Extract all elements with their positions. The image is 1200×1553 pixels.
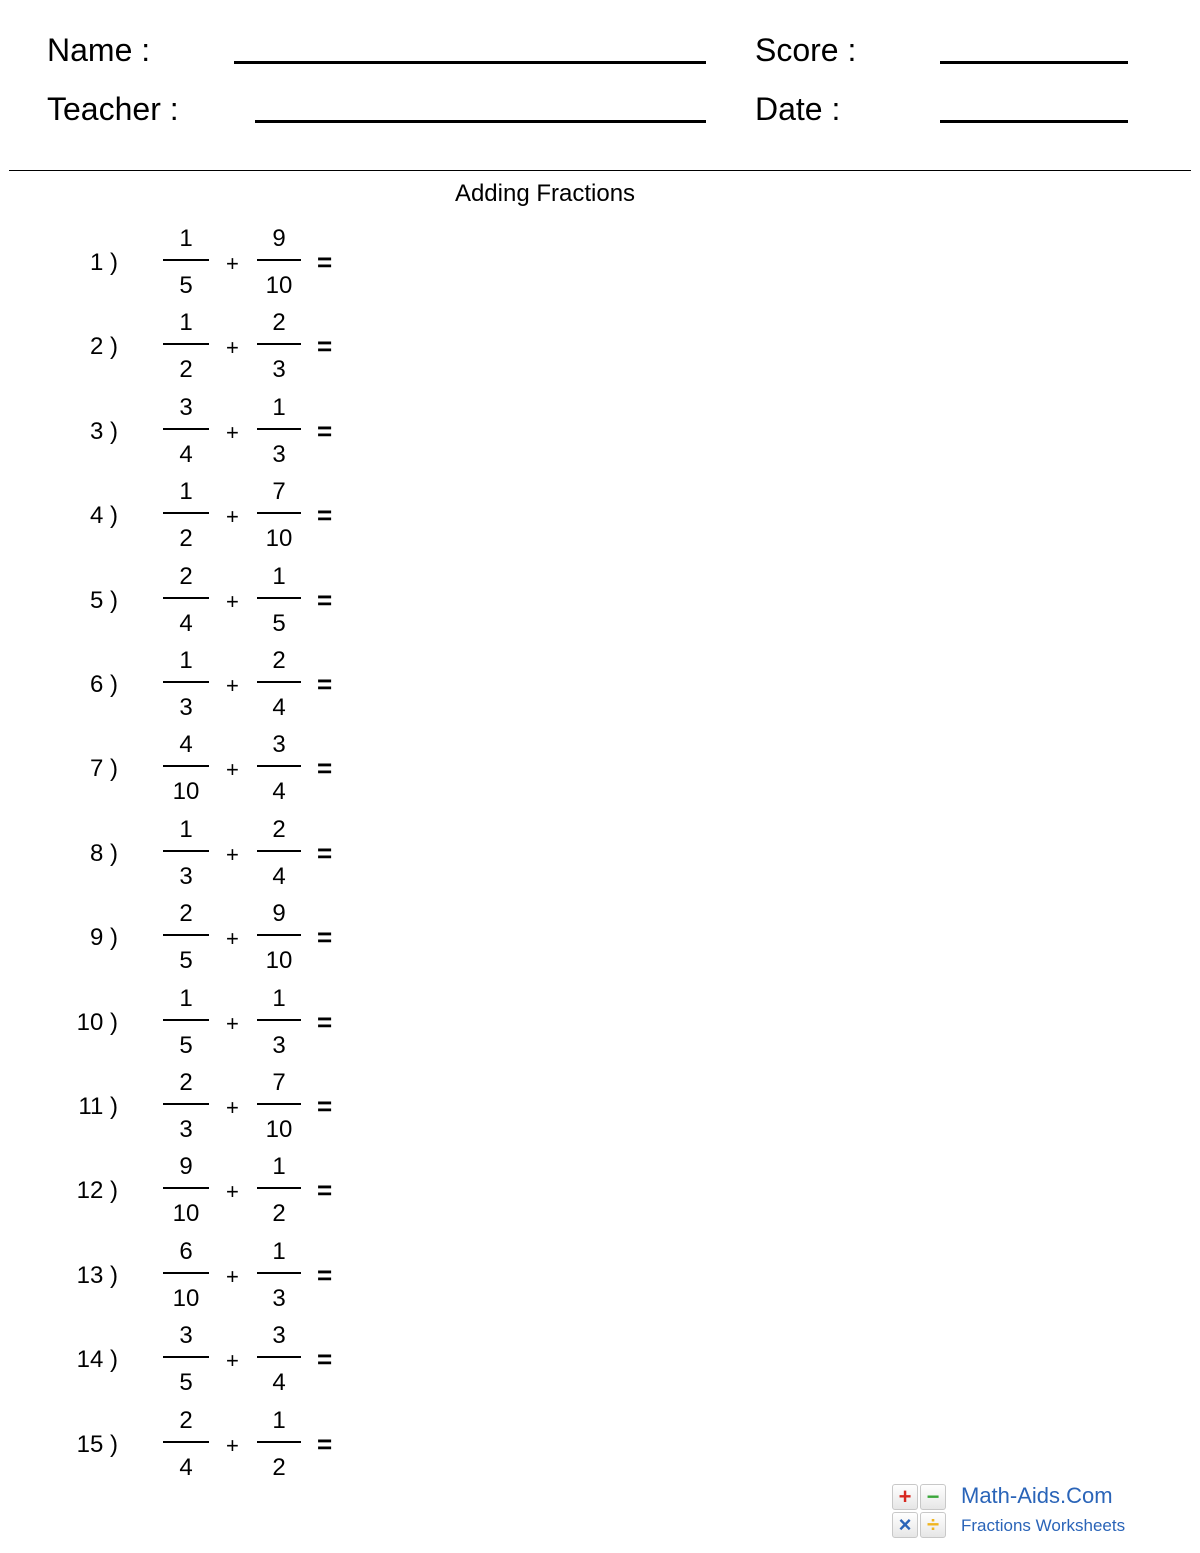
numerator: 2 [272,815,286,843]
equals-sign: = [317,1344,333,1375]
problem-number: 13 ) [76,1261,118,1289]
problem-number: 3 ) [89,417,118,445]
numerator: 2 [179,900,193,928]
brand-subtitle: Fractions Worksheets [961,1516,1126,1535]
equals-sign: = [317,1175,333,1206]
problem-number: 5 ) [89,586,118,614]
answer-area[interactable] [345,1161,415,1225]
numerator: 1 [272,562,286,590]
fraction-bar [163,1187,209,1189]
problem-row [0,476,420,560]
denominator: 5 [179,272,193,299]
plus-sign: + [226,673,239,698]
numerator: 7 [272,1069,286,1096]
fraction-bar [163,1441,209,1443]
problem-row [0,307,420,391]
fraction-bar [257,343,301,345]
numerator: 3 [272,731,286,759]
date-blank[interactable] [940,120,1128,123]
denominator: 10 [265,272,293,299]
numerator: 9 [272,900,286,928]
answer-area[interactable] [345,571,415,635]
date-label: Date : [755,91,841,127]
answer-area[interactable] [345,1415,415,1479]
plus-sign: + [226,926,239,952]
fraction-bar [163,1103,209,1105]
equals-sign: = [317,837,333,868]
teacher-label: Teacher : [47,91,179,127]
fraction-bar [163,850,209,852]
problem-row [0,392,420,476]
problem-row [0,223,420,307]
fraction-bar [163,1356,209,1358]
problem-row [0,561,420,645]
denominator: 5 [179,1369,193,1397]
denominator: 5 [179,1031,193,1059]
denominator: 3 [272,1284,286,1312]
problem-row [0,1320,420,1404]
name-label: Name : [47,32,151,68]
header-divider [9,170,1191,171]
problem-number: 14 ) [76,1346,118,1374]
divide-icon: ÷ [920,1512,946,1538]
denominator: 2 [179,525,193,553]
numerator: 1 [272,1406,286,1434]
problem-row [0,729,420,813]
fraction-bar [163,1019,209,1021]
problem-number: 12 ) [76,1177,118,1205]
fraction-bar [257,1272,301,1274]
denominator: 3 [272,356,286,384]
answer-area[interactable] [345,317,415,381]
fraction-bar [163,934,209,936]
fraction-bar [257,1441,301,1443]
problem-row [0,1236,420,1320]
denominator: 10 [265,525,293,553]
plus-sign: + [226,588,239,614]
denominator: 3 [179,862,193,890]
fraction-bar [257,850,301,852]
problem-number: 1 ) [89,249,118,276]
fraction-bar [257,1103,301,1105]
denominator: 3 [179,694,193,721]
problem-number: 9 ) [89,924,118,952]
fraction-bar [257,1187,301,1189]
numerator: 1 [272,1153,286,1181]
denominator: 4 [272,778,286,806]
answer-area[interactable] [345,1330,415,1394]
equals-sign: = [317,500,333,531]
numerator: 1 [179,815,193,843]
fraction-bar [163,428,209,430]
problem-number: 6 ) [89,671,118,698]
equals-sign: = [317,753,333,784]
numerator: 1 [179,225,193,252]
problem-row [0,1067,420,1151]
plus-icon: + [892,1484,918,1510]
fraction-bar [163,681,209,683]
fraction-bar [163,1272,209,1274]
plus-sign: + [226,419,239,445]
numerator: 1 [179,478,193,506]
answer-area[interactable] [345,486,415,550]
numerator: 6 [179,1237,193,1265]
denominator: 4 [179,609,193,637]
plus-sign: + [226,1095,239,1120]
numerator: 2 [179,1406,193,1434]
equals-sign: = [317,247,333,277]
denominator: 4 [179,1453,193,1481]
fraction-bar [163,259,209,261]
plus-sign: + [226,1432,239,1458]
equals-sign: = [317,669,333,699]
numerator: 1 [179,984,193,1012]
denominator: 4 [272,862,286,890]
numerator: 3 [272,1322,286,1350]
problem-row [0,898,420,982]
denominator: 5 [179,947,193,975]
problem-row [0,1151,420,1235]
numerator: 1 [272,1237,286,1265]
minus-icon: − [920,1484,946,1510]
problem-number: 11 ) [78,1093,118,1120]
denominator: 10 [172,1284,200,1312]
fraction-bar [163,512,209,514]
numerator: 4 [179,731,193,759]
denominator: 4 [272,694,286,721]
plus-sign: + [226,1010,239,1036]
numerator: 2 [179,562,193,590]
problem-row [0,645,420,729]
problem-row [0,814,420,898]
math-aids-logo [891,1483,1191,1543]
plus-sign: + [226,251,239,276]
fraction-bar [257,512,301,514]
plus-sign: + [226,504,239,530]
numerator: 3 [179,393,193,421]
problem-number: 2 ) [89,333,118,361]
numerator: 2 [272,647,286,674]
fraction-bar [257,934,301,936]
score-label: Score : [755,32,857,68]
fraction-bar [163,343,209,345]
denominator: 4 [179,440,193,468]
plus-sign: + [226,757,239,783]
fraction-bar [163,597,209,599]
denominator: 3 [272,440,286,468]
problem-number: 8 ) [89,839,118,867]
times-icon: × [892,1512,918,1538]
fraction-bar [257,681,301,683]
numerator: 9 [272,225,286,252]
numerator: 7 [272,478,286,506]
fraction-bar [257,428,301,430]
equals-sign: = [317,331,333,362]
denominator: 10 [265,1116,293,1143]
denominator: 3 [272,1031,286,1059]
answer-area[interactable] [345,908,415,972]
fraction-bar [257,1019,301,1021]
denominator: 4 [272,1369,286,1397]
answer-area[interactable] [345,739,415,803]
numerator: 2 [272,309,286,337]
math-operations-icon [891,1483,947,1539]
answer-area[interactable] [345,233,415,297]
fraction-bar [257,765,301,767]
numerator: 1 [179,647,193,674]
equals-sign: = [317,1259,333,1290]
numerator: 3 [179,1322,193,1350]
name-blank[interactable] [234,61,706,64]
problem-number: 7 ) [89,755,118,783]
problem-number: 10 ) [76,1008,118,1036]
fraction-bar [257,259,301,261]
equals-sign: = [317,1428,333,1459]
plus-sign: + [226,841,239,867]
denominator: 2 [272,1453,286,1481]
numerator: 1 [179,309,193,337]
answer-area[interactable] [345,1077,415,1141]
fraction-bar [163,765,209,767]
equals-sign: = [317,1091,333,1121]
plus-sign: + [226,1263,239,1289]
worksheet-title: Adding Fractions [454,180,636,207]
answer-area[interactable] [345,402,415,466]
denominator: 3 [179,1116,193,1143]
answer-area[interactable] [345,824,415,888]
numerator: 1 [272,984,286,1012]
numerator: 9 [179,1153,193,1181]
brand-name: Math-Aids.Com [961,1483,1113,1508]
numerator: 1 [272,393,286,421]
fraction-bar [257,597,301,599]
problem-row [0,983,420,1067]
equals-sign: = [317,415,333,446]
plus-sign: + [226,1348,239,1374]
answer-area[interactable] [345,655,415,719]
problem-row [0,1405,420,1489]
numerator: 2 [179,1069,193,1096]
denominator: 2 [179,356,193,384]
problem-number: 4 ) [89,502,118,530]
denominator: 2 [272,1200,286,1228]
denominator: 10 [172,778,200,806]
fraction-bar [257,1356,301,1358]
denominator: 5 [272,609,286,637]
plus-sign: + [226,335,239,361]
problem-number: 15 ) [76,1430,118,1458]
denominator: 10 [172,1200,200,1228]
plus-sign: + [226,1179,239,1205]
equals-sign: = [317,584,333,615]
equals-sign: = [317,1006,333,1037]
answer-area[interactable] [345,993,415,1057]
equals-sign: = [317,922,333,953]
teacher-blank[interactable] [255,120,706,123]
denominator: 10 [265,947,293,975]
score-blank[interactable] [940,61,1128,64]
answer-area[interactable] [345,1246,415,1310]
